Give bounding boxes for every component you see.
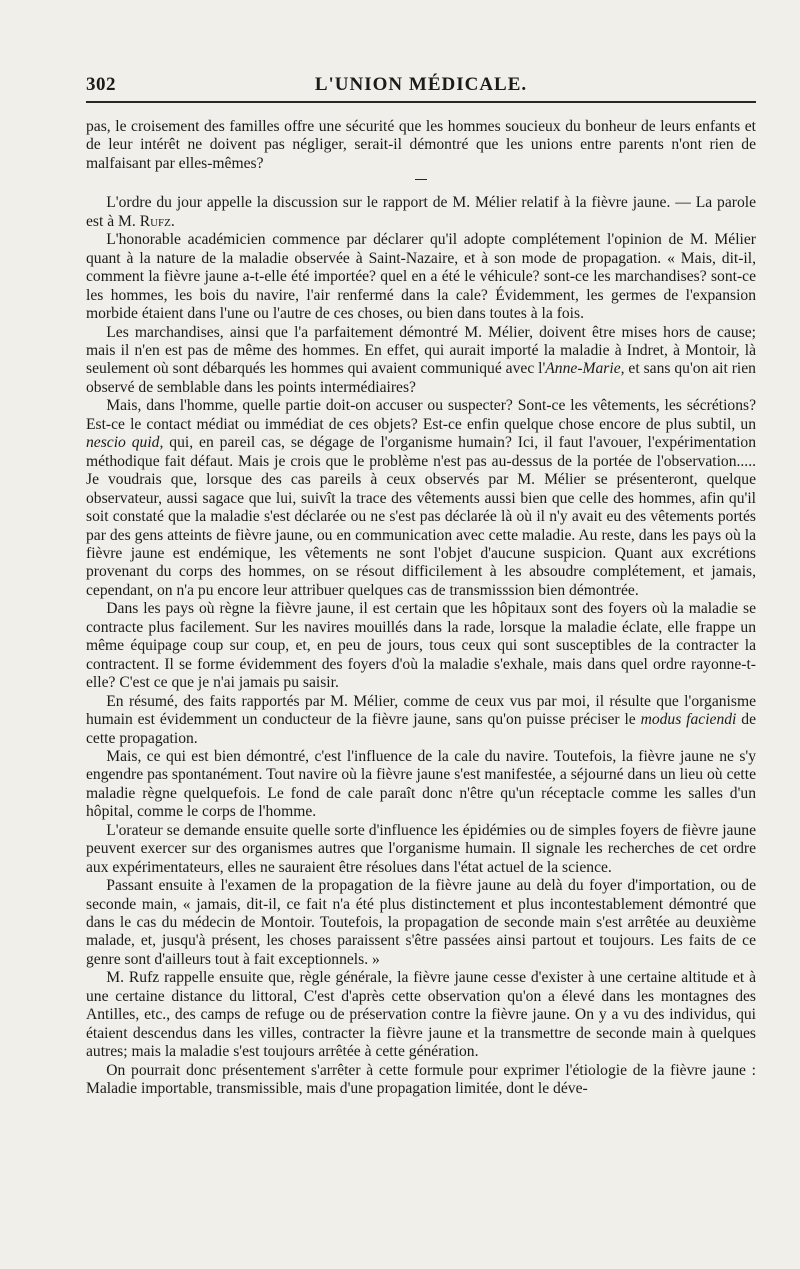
paragraph-5	[86, 397, 756, 600]
section-separator	[415, 179, 427, 180]
header-rule	[86, 101, 756, 103]
paragraph-2	[86, 194, 756, 231]
paragraph-11: M. Rufz rappelle ensuite que, règle générale, la fièvre jaune cesse d'exister à une certaine altitude et à une certaine distance du littoral, C'est d'après cette observation qu'on a élevé dans les montagnes des Antilles, etc., des camps de refuge ou de préservation contre la fièvre jaune. On y a vu des individus, qui étaient descendus dans les villes, contracter la fièvre jaune et la transmettre de seconde main à quelques autres; mais la maladie s'est toujours arrêtée à cette génération.	[86, 969, 756, 1061]
paragraph-6: Dans les pays où règne la fièvre jaune, il est certain que les hôpitaux sont des foyers où la maladie se contracte plus facilement. Sur les navires mouillés dans la rade, lorsque la maladie éclate, elle frappe un même équipage coup sur coup, et, en peu de jours, tous ceux qui sont susceptibles de la contracter la contractent. Il se forme évidemment des foyers d'où la maladie s'exhale, mais dans quel ordre rayonne-t-elle? C'est ce que je n'ai jamais pu saisir.	[86, 600, 756, 692]
paragraph-4	[86, 324, 756, 398]
speaker-name: Rufz	[139, 212, 171, 230]
ship-name: Anne-Marie,	[545, 360, 625, 378]
paragraph-4-text: Les marchandises, ainsi que l'a parfaitement démontré M. Mélier, doivent être mises hors de cause; mais il n'en est pas de même des hommes. En effet, qui aurait importé la maladie à Indret, à Montoir, là seulement où sont débarqués les hommes qui avaient communiqué avec l'	[86, 323, 756, 378]
article-body	[86, 118, 756, 1099]
paragraph-10: Passant ensuite à l'examen de la propagation de la fièvre jaune au delà du foyer d'importation, ou de seconde main, « jamais, dit-il, ce fait n'a été plus distinctement et plus incontestablement démontré que dans le cas du médecin de Montoir. Toutefois, la propagation de seconde main s'est arrêtée au deuxième malade, et, jusqu'à présent, les choses paraissent s'être passées ainsi partout et toujours. Les faits de ce genre sont d'ailleurs tout à fait exceptionnels. »	[86, 877, 756, 968]
paragraph-8: Mais, ce qui est bien démontré, c'est l'influence de la cale du navire. Toutefois, la fièvre jaune ne s'y engendre pas spontanément. Tout navire où la fièvre jaune s'est manifestée, a séjourné dans un lieu où cette maladie règne quelquefois. Le fond de cale paraît donc n'être qu'un réceptacle comme les salles d'un hôpital, comme le corps de l'homme.	[86, 747, 756, 821]
paragraph-7-end: de cette propagation.	[86, 711, 756, 747]
paragraph-2-end: .	[170, 212, 175, 230]
page-header	[86, 72, 756, 102]
paragraph-3: L'honorable académicien commence par déclarer qu'il adopte complétement l'opinion de M. Mélier quant à la nature de la maladie observée à Saint-Nazaire, et à son mode de propagation. « Mais, dit-il, comment la fièvre jaune a-t-elle été importée? quel en a été le véhicule? sont-ce les marchandises? sont-ce les hommes, les bois du navire, l'air renfermé dans la cale? Évidemment, les germes de l'expansion morbide étaient dans l'une ou l'autre de ces choses, ou bien dans toutes à la fois.	[86, 231, 756, 323]
paragraph-5-end: qui, en pareil cas, se dégage de l'organisme humain? Ici, il faut l'avouer, l'expérimentation méthodique fait défaut. Mais je crois que le problème n'est pas au-dessus de la portée de l'observation..... Je voudrais que, lorsque des cas pareils à ceux observés par M. Mélier se présenteront, quelque observateur, aussi sagace que lui, suivît la trace des vêtements aussi bien que celle des hommes, afin qu'il soit constaté que la maladie s'est déclarée ou ne s'est pas déclarée là où il n'y avait eu des vêtements portés par des gens atteints de fièvre jaune, ou en communication avec cette maladie. Au reste, dans les pays où la fièvre jaune est endémique, les vêtements ne sont l'objet d'aucune suspicion. Quant aux excrétions provenant du corps des hommes, on se résout difficilement à les absoudre complétement, et jamais, cependant, on n'a pu encore leur attribuer quelques cas de transmisssion bien démontrée.	[86, 434, 757, 599]
paragraph-5-text: Mais, dans l'homme, quelle partie doit-on accuser ou suspecter? Sont-ce les vêtements, les sécrétions? Est-ce le contact médiat ou immédiat de ces objets? Est-ce enfin quelque chose encore de plus subtil, un	[86, 397, 756, 433]
page-number: 302	[86, 74, 116, 95]
paragraph-2-text: L'ordre du jour appelle la discussion sur le rapport de M. Mélier relatif à la fièvre jaune. — La parole est à M.	[86, 194, 756, 230]
running-title: L'UNION MÉDICALE.	[314, 74, 528, 95]
paragraph-4-end: et sans qu'on ait rien observé de semblable dans les points intermédiaires?	[86, 360, 756, 396]
paragraph-7	[86, 693, 756, 748]
latin-phrase: nescio quid,	[86, 434, 164, 452]
paragraph-1: pas, le croisement des familles offre une sécurité que les hommes soucieux du bonheur de leurs enfants et de leur intérêt ne doivent pas négliger, serait-il démontré que les unions entre parents n'ont rien de malfaisant par elles-mêmes?	[86, 118, 756, 172]
paragraph-12: On pourrait donc présentement s'arrêter à cette formule pour exprimer l'étiologie de la fièvre jaune : Maladie importable, transmissible, mais d'une propagation limitée, dont le déve-	[86, 1061, 756, 1098]
latin-phrase-2: modus faciendi	[640, 711, 737, 729]
paragraph-7-text: En résumé, des faits rapportés par M. Mélier, comme de ceux vus par moi, il résulte que l'organisme humain est évidemment un conducteur de la fièvre jaune, sans qu'on puisse préciser le	[86, 692, 756, 729]
paragraph-9: L'orateur se demande ensuite quelle sorte d'influence les épidémies ou de simples foyers de fièvre jaune peuvent exercer sur des organismes autres que l'organisme humain. Il signale les recherches de cet ordre aux expérimentateurs, elles ne sauraient être résolues dans l'état actuel de la science.	[86, 821, 756, 876]
